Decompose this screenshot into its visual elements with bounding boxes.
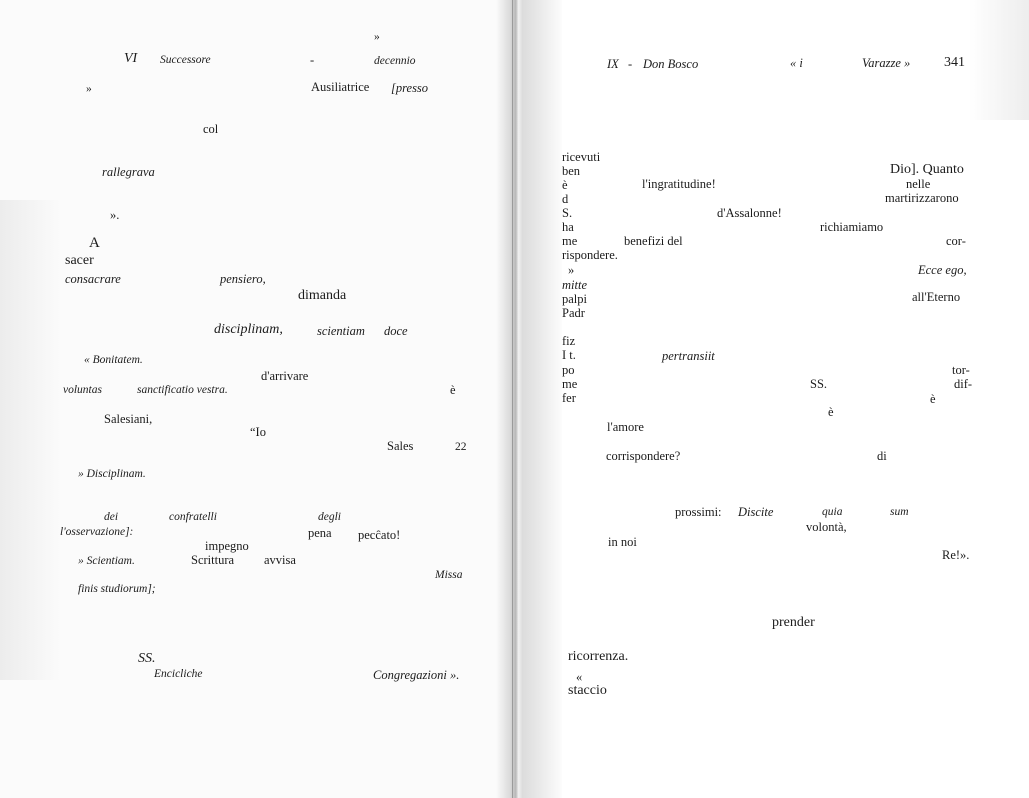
text-fragment: A [89,235,100,251]
text-fragment: sum [890,506,909,518]
text-fragment: martirizzarono [885,191,959,205]
text-fragment: ricevuti [562,150,601,164]
text-fragment: » Scientiam. [78,555,135,567]
text-fragment: Discite [738,505,774,519]
text-fragment: fiz [562,334,576,348]
text-fragment: pena [308,526,332,540]
text-fragment: confratelli [169,511,217,523]
text-fragment: ricorrenza. [568,649,629,664]
text-fragment: sanctificatio vestra. [137,384,228,396]
text-fragment: dimanda [298,288,347,303]
scan-shadow-right [969,0,1029,120]
text-fragment: Ausiliatrice [311,80,370,94]
text-fragment: « [576,670,583,684]
text-fragment: è [562,178,568,192]
running-head-chapter: VI [124,51,138,66]
text-fragment: benefizi del [624,234,683,248]
text-fragment: 22 [455,441,467,453]
text-fragment: avvisa [264,553,296,567]
text-fragment: prossimi: [675,505,722,519]
top-mark: » [374,31,380,43]
text-fragment: corrispondere? [606,449,681,463]
text-fragment: disciplinam, [214,322,283,337]
text-fragment: doce [384,324,408,338]
text-fragment: po [562,363,575,377]
text-fragment: scientiam [317,324,365,338]
left-page [0,0,512,798]
scan-shadow-left [0,200,60,680]
text-fragment: dif- [954,377,973,391]
text-fragment: palpi [562,292,587,306]
text-fragment: “Io [250,425,266,439]
text-fragment: d'Assalonne! [717,206,782,220]
text-fragment: impegno [205,539,249,553]
text-fragment: in noi [608,535,637,549]
text-fragment: SS. [138,651,156,666]
text-fragment: nelle [906,177,931,191]
running-head-dash: - [310,53,315,67]
page-number: 341 [944,55,965,70]
running-head-dash: - [628,57,633,71]
text-fragment: voluntas [63,384,102,396]
text-fragment: all'Eterno [912,290,961,304]
text-fragment: Ecce ego, [918,263,967,277]
running-head-chapter: IX [607,57,619,71]
text-fragment: degli [318,511,341,523]
running-head-place: Varazze » [862,56,911,70]
text-fragment: SS. [810,377,828,391]
running-head-quote: « i [790,56,803,70]
text-fragment: Encicliche [154,668,203,680]
text-fragment: Padr [562,306,585,320]
text-fragment: l'ingratitudine! [642,177,716,191]
text-fragment: staccio [568,683,607,698]
text-fragment: finis studiorum]; [78,583,156,595]
text-fragment: quia [822,506,843,518]
text-fragment: Re!». [942,548,970,562]
text-fragment: I t. [562,348,576,362]
text-fragment: Salesiani, [104,412,153,426]
text-fragment: rispondere. [562,248,618,262]
text-fragment: » [568,263,575,277]
text-fragment: ». [110,208,120,222]
text-fragment: Missa [435,569,463,581]
running-head-title: Successore [160,54,211,66]
text-fragment: me [562,377,578,391]
right-page [512,0,1029,798]
text-fragment: S. [562,206,573,220]
text-fragment: volontà, [806,520,847,534]
text-fragment: d'arrivare [261,369,309,383]
running-head-title: Don Bosco [643,57,699,71]
text-fragment: col [203,122,219,136]
text-fragment: ben [562,164,581,178]
text-fragment: « Bonitatem. [84,354,143,366]
text-fragment: l'amore [607,420,644,434]
text-fragment: sacer [65,253,94,268]
text-fragment: di [877,449,887,463]
text-fragment: Scrittura [191,553,235,567]
text-fragment: l'osservazione]: [60,526,134,538]
text-fragment: d [562,192,569,206]
text-fragment: ha [562,220,574,234]
text-fragment: pecĉato! [358,528,401,542]
text-fragment: rallegrava [102,165,155,179]
text-fragment: » Disciplinam. [78,468,146,480]
text-fragment: Congregazioni ». [373,668,460,682]
text-fragment: è [828,405,834,419]
text-fragment: è [450,383,456,397]
text-fragment: è [930,392,936,406]
text-fragment: Sales [387,439,414,453]
text-fragment: pensiero, [220,272,266,286]
text-fragment: » [86,83,92,95]
text-fragment: dei [104,511,119,523]
text-fragment: Dio]. Quanto [890,162,964,177]
text-fragment: prender [772,615,815,630]
text-fragment: tor- [952,363,970,377]
text-fragment: mitte [562,278,587,292]
text-fragment: me [562,234,578,248]
text-fragment: fer [562,391,576,405]
running-head-word: decennio [374,55,416,67]
text-fragment: consacrare [65,272,121,286]
text-fragment: pertransiit [662,349,715,363]
text-fragment: richiamiamo [820,220,884,234]
text-fragment: [presso [391,81,429,95]
text-fragment: cor- [946,234,966,248]
